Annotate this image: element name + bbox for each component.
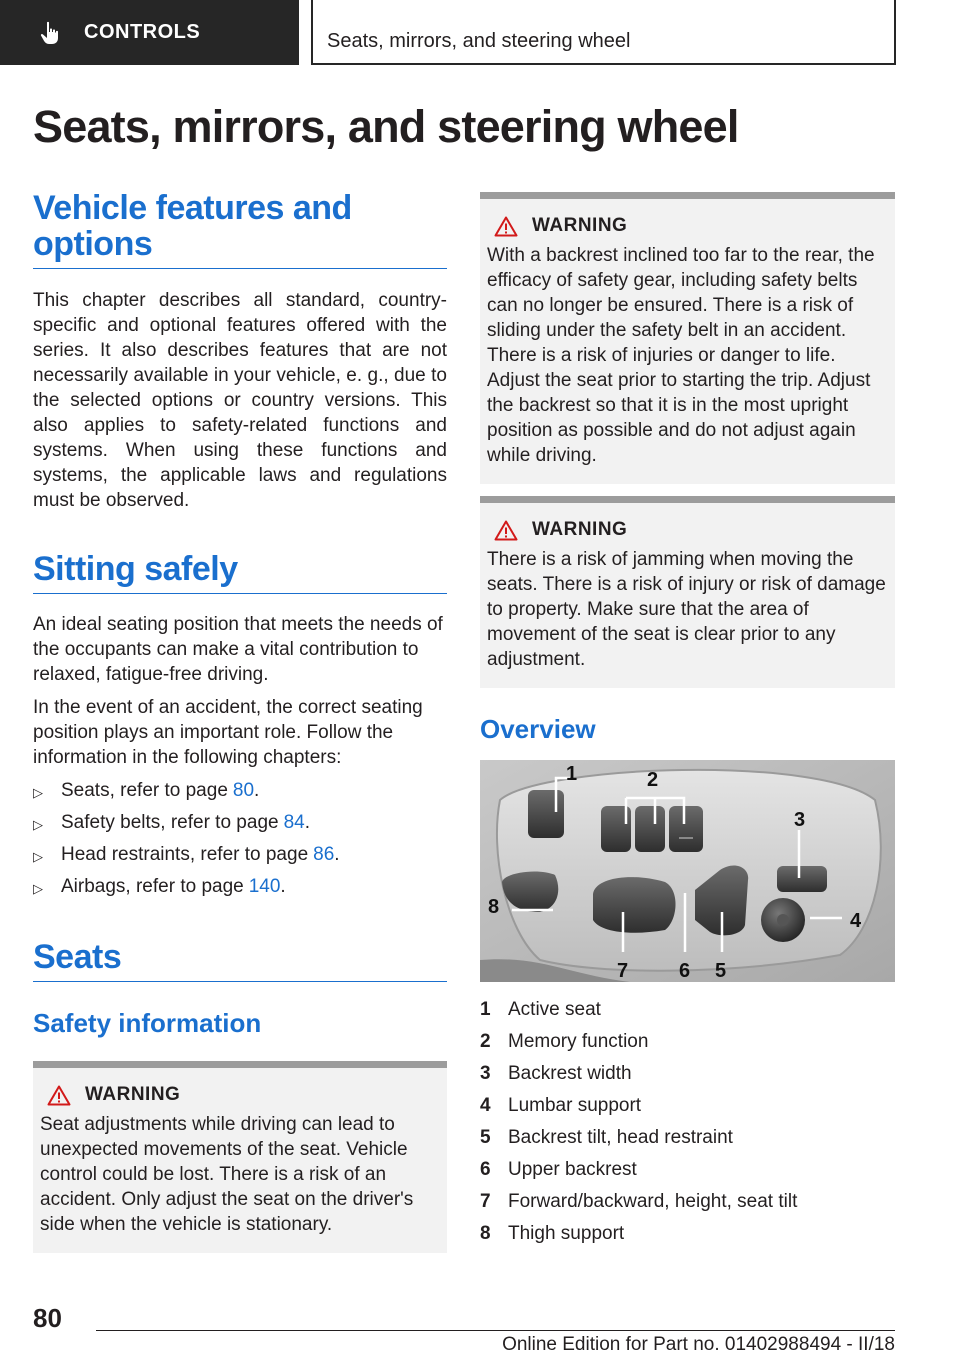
warning-title: WARNING <box>532 215 628 236</box>
warning-box <box>480 192 895 484</box>
hand-pointer-icon <box>40 21 62 45</box>
chapter-header <box>311 0 896 65</box>
vehicle-features-heading: Vehicle features and options <box>33 190 447 269</box>
page-link-safety-belts[interactable]: 84 <box>283 812 305 833</box>
photo-callout: 8 <box>488 896 500 918</box>
photo-callout: 7 <box>617 960 629 982</box>
edition-info: Online Edition for Part no. 01402988494 - II/18 <box>502 1334 895 1355</box>
triangle-bullet-icon: ▷ <box>33 881 43 896</box>
list-item: 1 Active seat <box>480 999 601 1020</box>
page-link-head-restraints[interactable]: 86 <box>313 844 335 865</box>
list-item: ▷ Airbags, refer to page 140 . <box>33 874 447 906</box>
photo-callout: 4 <box>850 910 862 932</box>
photo-callout: 1 <box>566 763 578 785</box>
warning-text: Seat adjustments while driving can lead to unexpected movements of the seat. Vehicle control could be lost. There is a risk of an accident. Only adjust the seat on the driver's side when the vehicle is stationary. <box>40 1114 414 1235</box>
warning-text: There is a risk of jamming when moving the seats. There is a risk of injury or risk of damage to property. Make sure that the area of movement of the seat is clear prior to any adjustment. <box>487 549 886 670</box>
list-item: ▷ Seats, refer to page 80 . <box>33 778 447 810</box>
page-link-airbags[interactable]: 140 <box>248 876 281 897</box>
chapter-title: Seats, mirrors, and steering wheel <box>327 30 631 52</box>
list-item: 2 Memory function <box>480 1031 649 1052</box>
warning-triangle-icon <box>47 1085 71 1106</box>
seat-controls-photo <box>480 760 895 982</box>
list-item: 3 Backrest width <box>480 1063 632 1084</box>
triangle-bullet-icon: ▷ <box>33 849 43 864</box>
photo-callout: 3 <box>794 809 806 831</box>
warning-title: WARNING <box>532 519 628 540</box>
seats-heading: Seats <box>33 939 447 982</box>
page-title: Seats, mirrors, and steering wheel <box>33 101 739 152</box>
section-tab[interactable] <box>0 0 299 65</box>
sitting-safely-heading: Sitting safely <box>33 551 447 594</box>
warning-triangle-icon <box>494 216 518 237</box>
page-link-seats[interactable]: 80 <box>232 780 255 801</box>
page-number: 80 <box>33 1303 62 1333</box>
reference-list <box>33 778 447 906</box>
photo-callout: 2 <box>647 769 659 791</box>
list-item: 8 Thigh support <box>480 1223 625 1244</box>
safety-information-heading: Safety information <box>33 1008 262 1038</box>
warning-box <box>33 1061 447 1253</box>
footer-divider <box>96 1330 895 1331</box>
vehicle-features-text: This chapter describes all standard, country-specific and optional features offered with the series. It also describes features that are not necessarily available in your vehicle, e. g., due to the selected options or country versions. This also applies to safety-related functions and systems. When using these functions and systems, the applicable laws and regulations must be observed. <box>33 290 447 511</box>
warning-box <box>480 496 895 688</box>
photo-callout: 5 <box>715 960 727 982</box>
section-label: CONTROLS <box>84 21 201 43</box>
list-item: 5 Backrest tilt, head restraint <box>480 1127 733 1148</box>
warning-title: WARNING <box>85 1084 181 1105</box>
warning-triangle-icon <box>494 520 518 541</box>
legend-list <box>480 994 895 1250</box>
overview-heading: Overview <box>480 714 596 744</box>
list-item: 4 Lumbar support <box>480 1095 642 1116</box>
warning-text: With a backrest inclined too far to the rear, the efficacy of safety gear, including safety belts can no longer be ensured. There is a risk of sliding under the safety belt in an accident. There is a risk of injuries or danger to life. Adjust the seat prior to starting the trip. Adjust the backrest so that it is in the most upright position as possible and do not adjust again while driving. <box>487 245 875 466</box>
list-item: 6 Upper backrest <box>480 1159 637 1180</box>
sitting-safely-text-2: In the event of an accident, the correct seating position plays an important role. Follow the information in the following chapters: <box>33 697 423 768</box>
list-item: ▷ Head restraints, refer to page 86 . <box>33 842 447 874</box>
triangle-bullet-icon: ▷ <box>33 785 43 800</box>
triangle-bullet-icon: ▷ <box>33 817 43 832</box>
photo-callout: 6 <box>679 960 691 982</box>
list-item: ▷ Safety belts, refer to page 84 . <box>33 810 447 842</box>
right-column <box>480 192 895 1250</box>
left-column <box>33 190 447 1253</box>
sitting-safely-text-1: An ideal seating position that meets the needs of the occupants can make a vital contribution to relaxed, fatigue-free driving. <box>33 614 443 685</box>
list-item: 7 Forward/backward, height, seat tilt <box>480 1191 798 1212</box>
